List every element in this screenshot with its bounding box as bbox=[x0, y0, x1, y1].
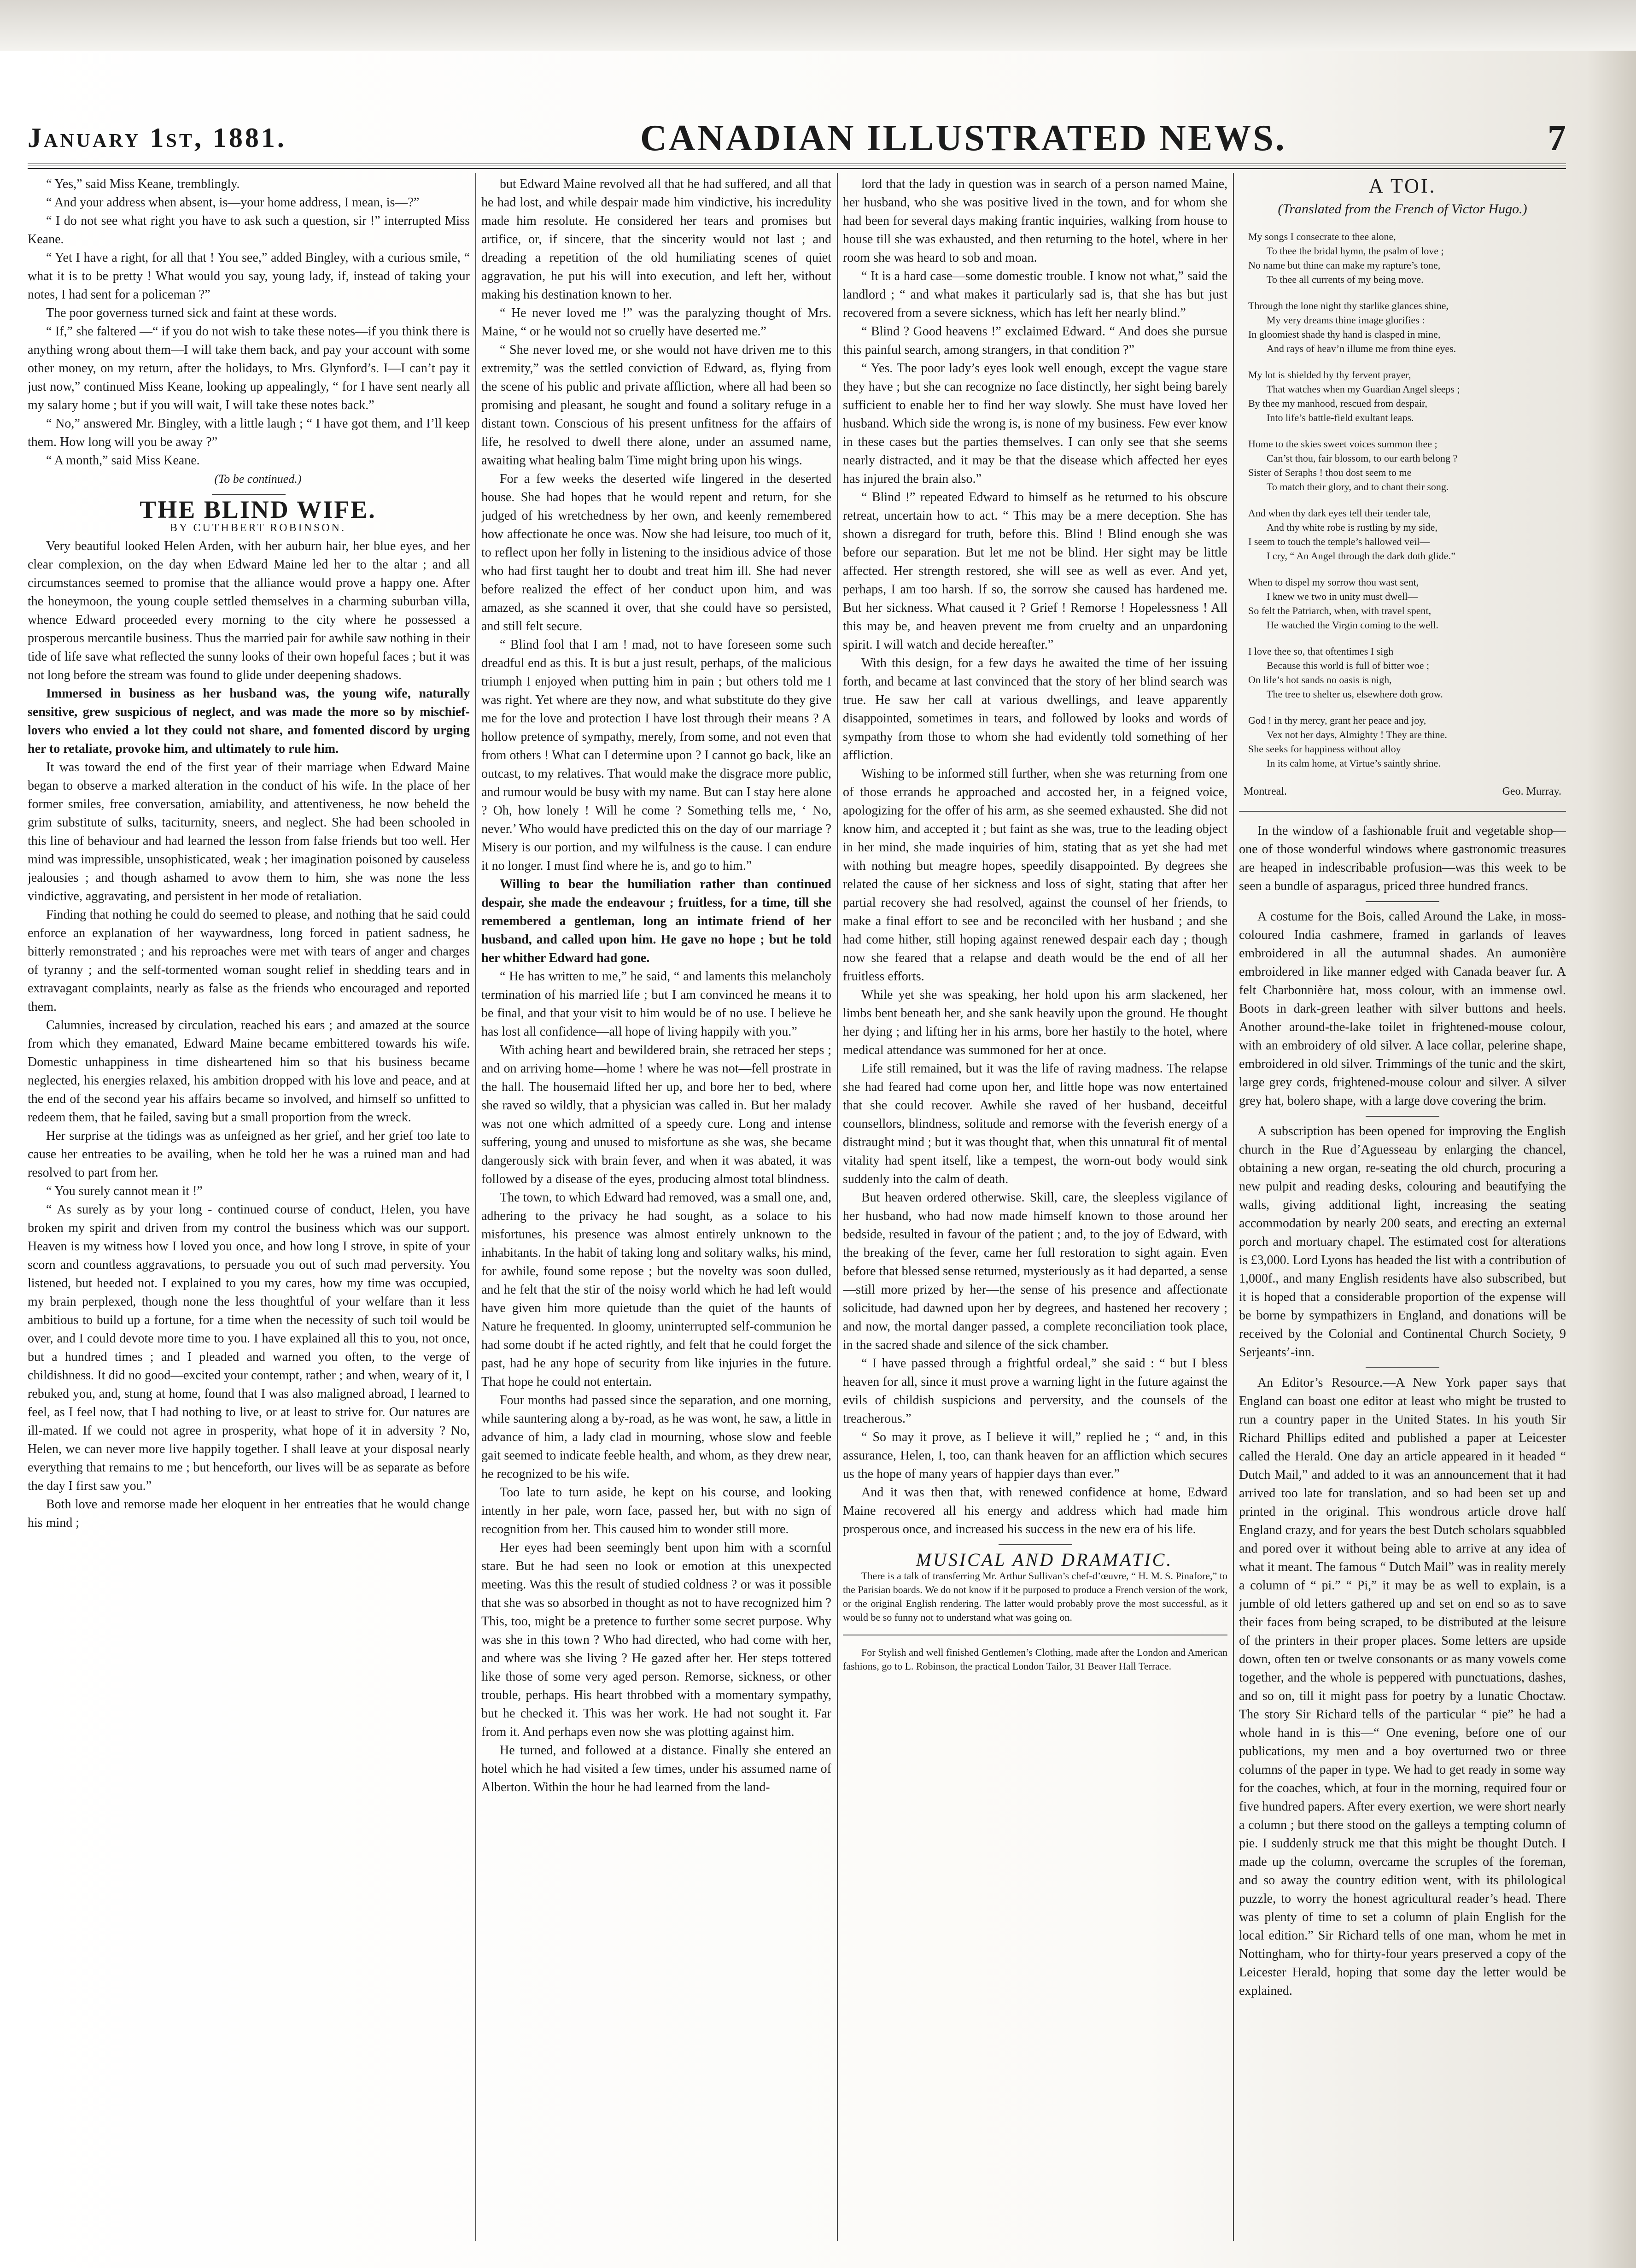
poem-line: I love thee so, that oftentimes I sigh bbox=[1248, 645, 1394, 657]
poem-stanza bbox=[1248, 368, 1566, 425]
paragraph: For a few weeks the deserted wife lingered in the deserted house. She had hopes that he would repent and return, for she judged of his wretchedness by her own, and keenly remembered how affectionate he once was. Now she had leisure, too much of it, to reflect upon her folly in listening to the insidious advice of those who had first taught her to doubt and treat him ill. She had never before realized the effect of her conduct upon him, and was amazed, as she scanned it over, that she could have so persisted, and still felt secure. bbox=[481, 472, 831, 633]
poem-line: And thy white robe is rustling by my side, bbox=[1267, 522, 1437, 533]
paragraph: But heaven ordered otherwise. Skill, care, the sleepless vigilance of her husband, who had now made himself known to those around her bedside, resulted in favour of the patient ; and, to the joy of Edward, with the breaking of the fever, came her full restoration to sight again. Even before that blessed sense returned, mysteriously as it had departed, a sense—still more prized by her—the sense of his presence and affectionate solicitude, had dawned upon her by degrees, and hastened her recovery ; and now, the mortal danger passed, a complete reconciliation took place, in the sacred shade and silence of the sick chamber. bbox=[843, 1190, 1227, 1352]
paragraph: Calumnies, increased by circulation, reached his ears ; and amazed at the source from which they emanated, Edward Maine became embittered towards his wife. Domestic unhappiness in time disheartened him so that his business became neglected, his energies relaxed, his ambition dropped with his love and peace, and at the end of the second year his affairs became so involved, and himself so unfitted to redeem them, that he failed, saving but a small proportion from the wreck. bbox=[28, 1018, 470, 1125]
poem-line: The tree to shelter us, elsewhere doth grow. bbox=[1267, 688, 1443, 700]
poem-line: On life’s hot sands no oasis is nigh, bbox=[1248, 674, 1392, 686]
column-4 bbox=[1239, 175, 1566, 2248]
poem-stanza bbox=[1248, 644, 1566, 701]
masthead bbox=[28, 117, 1566, 159]
story-title: THE BLIND WIFE. bbox=[140, 496, 376, 523]
paragraph: An Editor’s Resource.—A New York paper says that England can boast one editor at least who might be trusted to run a country paper in the United States. In his youth Sir Richard Phillips edited and published a paper at Leicester called the Herald. One day an article appeared in it headed “ Dutch Mail,” and added to it was an announcement that it had arrived too late for translation, and so had been set up and printed in the original. This wondrous article drove half England crazy, and for years the best Dutch scholars squabbled and pored over it without being able to arrive at any idea of what it meant. The famous “ Dutch Mail” was in reality merely a column of “ pi.” “ Pi,” it may be as well to explain, is a jumble of old letters gathered up and set on end so as to save their faces from being scraped, to be distributed at the leisure of the printers in their proper places. Some letters are upside down, often ten or twelve consonants or as many vowels come together, and the whole is peppered with punctuations, dashes, and so on, till it might pass for poetry by a lunatic Choctaw. The story Sir Richard tells of the particular “ pie” he had a whole hand in is this—“ One evening, before one of our publications, my men and a boy overturned two or three columns of the paper in type. We had to get ready in some way for the coaches, which, at four in the morning, required four or five hundred papers. After every exertion, we were short nearly a column ; but there stood on the galleys a tempting column of pie. I suddenly struck me that this might be thought Dutch. I made up the column, overcame the scruples of the foreman, and so away the country edition went, with its philological puzzle, to worry the honest agricultural reader’s head. There was plenty of time to set a column of plain English for the local edition.” Sir Richard tells of one man, whom he met in Nottingham, who for thirty-four years preserved a copy of the Leicester Herald, hoping that some day the letter would be explained. bbox=[1239, 1376, 1566, 1998]
paragraph: “ Yes,” said Miss Keane, tremblingly. bbox=[46, 177, 240, 191]
poem-line: In its calm home, at Virtue’s saintly shrine. bbox=[1267, 757, 1441, 769]
paragraph: The town, to which Edward had removed, was a small one, and, adhering to the privacy he had sought, as a solace to his misfortunes, his presence was almost entirely unknown to the inhabitants. In the habit of taking long and solitary walks, his mind, for awhile, found some repose ; but the novelty was soon dulled, and he felt that the stir of the noisy world which he had left would have given him more quietude than the quiet of the haunts of Nature he frequented. In gloomy, uninterrupted self-communion he had some doubt if he acted rightly, and felt that he could forget the past, had he any hope of security from like injuries in the future. That hope he could not entertain. bbox=[481, 1190, 831, 1389]
paragraph: “ As surely as by your long - continued course of conduct, Helen, you have broken my spirit and driven from my control the business which was our support. Heaven is my witness how I loved you once, and how long I strove, in spite of your scorn and countless aggravations, to persuade you out of such mad perversity. You listened, but heeded not. I explained to you my cares, how my time was occupied, my brain perplexed, though none the less thoughtful of your welfare than it less ambitious to build up a fortune, for a time when the necessity of such toil would be over, and I could devote more time to you. I have explained all this to you, not once, but a hundred times ; and I pleaded and warned you often, to the verge of childishness. It did no good—excited your contempt, rather ; and when, weary of it, I rebuked you, and, stung at home, found that I was also maligned abroad, I learned to feel, as I feel now, that I had nothing to live, or at least to strive for. Our natures are ill-mated. If we could not agree in prosperity, what hope of it in adversity ? No, Helen, we can never more live happily together. I shall leave at your disposal nearly everything that remains to me ; but henceforth, our lives will be as separate as before the day I first saw you.” bbox=[28, 1202, 470, 1493]
poem-line: That watches when my Guardian Angel sleeps ; bbox=[1267, 383, 1460, 395]
paragraph: but Edward Maine revolved all that he had suffered, and all that he had lost, and while despair made him vindictive, his incredulity made him resolute. He considered her tears and promises but artifice, or, if sincere, that the sincerity would not last ; and dreading a repetition of the old humiliating scenes of quiet aggravation, he put his will into execution, and left her, without making his destination known to her. bbox=[481, 177, 831, 302]
poem-stanza bbox=[1248, 299, 1566, 356]
poem-line: Through the lone night thy starlike glances shine, bbox=[1248, 300, 1449, 311]
poem-stanza bbox=[1248, 575, 1566, 632]
poem-line: By thee my manhood, rescued from despair, bbox=[1248, 398, 1427, 409]
byline: BY CUTHBERT ROBINSON. bbox=[170, 522, 346, 534]
paragraph: Too late to turn aside, he kept on his course, and looking intently in her pale, worn face, passed her, but with no sign of recognition from her. This caused him to wonder still more. bbox=[481, 1485, 831, 1536]
poem-line: My lot is shielded by thy fervent prayer, bbox=[1248, 369, 1411, 381]
poem-line: No name but thine can make my rapture’s tone, bbox=[1248, 259, 1441, 271]
column-1 bbox=[28, 175, 470, 2248]
page-top-margin bbox=[0, 0, 1636, 51]
paragraph: The poor governess turned sick and faint at these words. bbox=[46, 306, 337, 320]
paragraph: “ Yet I have a right, for all that ! You see,” added Bingley, with a curious smile, “ what it is to be pretty ! What would you say, young lady, if, instead of taking your notes, I had sent for a policeman ?” bbox=[28, 251, 470, 302]
paragraph: In the window of a fashionable fruit and vegetable shop—one of those wonderful windows where gastronomic treasures are heaped in indescribable profusion—was this week to be seen a bundle of asparagus, priced three hundred francs. bbox=[1239, 824, 1566, 893]
paragraph: “ Yes. The poor lady’s eyes look well enough, except the vague stare they have ; but she can recognize no face distinctly, her sight being barely sufficient to enable her to find her way slowly. She must have loved her husband. Which side the wrong is, is none of my business. Few ever know in these cases but the parties themselves. I can only see that she seems nearly distracted, and it may be that the disease which affected her eyes has injured the brain also.” bbox=[843, 361, 1227, 486]
poem-line: I seem to touch the temple’s hallowed veil— bbox=[1248, 536, 1430, 547]
paragraph: A subscription has been opened for improving the English church in the Rue d’Aguesseau by enlarging the chancel, obtaining a new organ, re-seating the old church, procuring a new pulpit and reading desks, colouring and beautifying the walls, giving additional light, increasing the seating accommodation by nearly 200 seats, and erecting an external porch and mortuary chapel. The estimated cost for alterations is £3,000. Lord Lyons has headed the list with a contribution of 1,000f., and many English residents have also subscribed, but it is hoped that a considerable proportion of the expense will be borne by sympathizers in England, and donations will be received by the Colonial and Continental Church Society, 9 Serjeants’-inn. bbox=[1239, 1124, 1566, 1360]
section-heading: MUSICAL AND DRAMATIC. bbox=[916, 1549, 1173, 1570]
column-2 bbox=[481, 175, 831, 2248]
divider bbox=[1366, 1116, 1439, 1117]
poem-line: To match their glory, and to chant their song. bbox=[1267, 481, 1449, 492]
paragraph: “ It is a hard case—some domestic trouble. I know not what,” said the landlord ; “ and what makes it particularly sad is, that she has but just recovered from a severe sickness, which has left her nearly blind.” bbox=[843, 269, 1227, 320]
poem-line: So felt the Patriarch, when, with travel spent, bbox=[1248, 605, 1432, 616]
divider bbox=[1239, 811, 1566, 812]
poem-line: Vex not her days, Almighty ! They are thine. bbox=[1267, 729, 1447, 740]
signature-author: Geo. Murray. bbox=[1502, 785, 1561, 797]
poem-stanza bbox=[1248, 229, 1566, 287]
paragraph: “ So may it prove, as I believe it will,” replied he ; “ and, in this assurance, Helen, I, too, can thank heaven for an affliction which secures us the hope of many years of happier days than ever.” bbox=[843, 1430, 1227, 1481]
column-divider bbox=[475, 173, 476, 2241]
paragraph: With this design, for a few days he awaited the time of her issuing forth, and became at last convinced that the story of her blind search was true. He saw her call at various dwellings, and leave apparently disappointed, sometimes in tears, and followed by looks and words of sympathy from those to whom she had evidently told something of her affliction. bbox=[843, 656, 1227, 762]
column-divider bbox=[1233, 173, 1234, 2241]
advertisement: For Stylish and well finished Gentlemen’s Clothing, made after the London and American fashions, go to L. Robinson, the practical London Tailor, 31 Beaver Hall Terrace. bbox=[843, 1647, 1227, 1672]
paragraph: Life still remained, but it was the life of raving madness. The relapse she had feared had come upon her, and little hope was now entertained that she could recover. Awhile she raved of her husband, deceitful counsellors, blindness, solitude and remorse with the feverish energy of a distraught mind ; but it was thought that, when this unnatural fit of mental vitality had spent itself, like a tempest, the worn-out body would sink suddenly into the calm of death. bbox=[843, 1061, 1227, 1186]
paragraph: It was toward the end of the first year of their marriage when Edward Maine began to observe a marked alteration in the conduct of his wife. In the place of her former smiles, free conversation, amiability, and attentiveness, he now beheld the grim substitute of sulks, taciturnity, sneers, and neglect. She had been schooled in this line of behaviour and had learned the lesson from false friends but too well. Her mind was impressible, unsophisticated, weak ; her imagination poisoned by causeless jealousies ; and though ashamed to avow them to him, she was none the less vindictive, aggravating, and persistent in her mode of retaliation. bbox=[28, 760, 470, 903]
paragraph: Wishing to be informed still further, when she was returning from one of those errands he approached and accosted her, in a feigned voice, apologizing for the offer of his arm, as she seemed exhausted. She did not know him, and accepted it ; but faint as she was, true to the leading object in her mind, she made inquiries of him, stating that as yet she had met with nothing but meagre hopes, speedily disappointed. By degrees she related the cause of her sickness and loss of sight, stating that after her partial recovery she had resolved, against the counsel of her friends, to make a final effort to see and be reconciled with her husband ; and she had come hither, still hoping against renewed despair each day ; though now she feared that a relapse and death would be the end of all her fruitless efforts. bbox=[843, 767, 1227, 984]
poem-title: A TOI. bbox=[1368, 175, 1437, 197]
to-be-continued: (To be continued.) bbox=[214, 472, 302, 486]
paragraph: “ And your address when absent, is—your home address, I mean, is—?” bbox=[46, 195, 420, 210]
paragraph: Four months had passed since the separation, and one morning, while sauntering along a by-road, as he was wont, he saw, a little in advance of him, a lady clad in mourning, whose slow and feeble gait seemed to indicate feeble health, and whom, as they drew near, he recognized to be his wife. bbox=[481, 1393, 831, 1481]
divider bbox=[1366, 901, 1439, 902]
poem-line: In gloomiest shade thy hand is clasped in mine, bbox=[1248, 328, 1441, 340]
poem-stanza bbox=[1248, 437, 1566, 494]
paragraph: He turned, and followed at a distance. Finally she entered an hotel which he had visited a few times, under his assumed name of Alberton. Within the hour he had learned from the land- bbox=[481, 1743, 831, 1794]
poem-line: To thee all currents of my being move. bbox=[1267, 274, 1424, 285]
paragraph: “ Blind ? Good heavens !” exclaimed Edward. “ And does she pursue this painful search, among strangers, in that condition ?” bbox=[843, 324, 1227, 357]
paragraph: “ He never loved me !” was the paralyzing thought of Mrs. Maine, “ or he would not so cruelly have deserted me.” bbox=[481, 306, 831, 339]
poem-line: My very dreams thine image glorifies : bbox=[1267, 314, 1425, 326]
poem-line: Because this world is full of bitter woe ; bbox=[1267, 660, 1430, 671]
column-3 bbox=[843, 175, 1227, 2248]
paragraph-bold: Immersed in business as her husband was, the young wife, naturally sensitive, grew suspicious of neglect, and was made the more so by mischief-lovers who envied a lot they could not share, and fomented discord by urging her to retaliate, provoke him, and ultimately to rule him. bbox=[28, 686, 470, 756]
paragraph: While yet she was speaking, her hold upon his arm slackened, her limbs bent beneath her, and she sank heavily upon the ground. He thought her dying ; and lifting her in his arms, bore her hastily to the hotel, where medical attendance was summoned for her at once. bbox=[843, 988, 1227, 1057]
paragraph: “ Blind fool that I am ! mad, not to have foreseen some such dreadful end as this. It is but a just result, perhaps, of the malicious triumph I enjoyed when putting him in pain ; but others told me I was right. Yet where are they now, and what substitute do they give me for the love and protection I have lost through their means ? A hollow pretence of sympathy, merely, from some, and not even that from others ! What can I determine upon ? I cannot go back, like an outcast, to my relatives. That would make the disgrace more public, and rumour would be busy with my name. But can I stay here alone ? Oh, how lonely ! Will he come ? Something tells me, ‘ No, never.’ Who would have predicted this on the day of our marriage ? Misery is our portion, and my wilfulness is the cause. I can endure it no longer. I must find where he is, and go to him.” bbox=[481, 638, 831, 873]
divider bbox=[1366, 1367, 1439, 1368]
paragraph: With aching heart and bewildered brain, she retraced her steps ; and on arriving home—home ! where he was not—fell prostrate in the hall. The housemaid lifted her up, and bore her to bed, where she raved so wildly, that a physician was called in. But her malady was not one which admitted of a speedy cure. Long and intense suffering, young and unused to misfortune as she was, she became dangerously sick with brain fever, and when it was abated, it was followed by a disease of the eyes, producing almost total blindness. bbox=[481, 1043, 831, 1186]
paragraph: Both love and remorse made her eloquent in her entreaties that he would change his mind ; bbox=[28, 1497, 470, 1530]
poem-line: To thee the bridal hymn, the psalm of love ; bbox=[1267, 245, 1444, 257]
paragraph: “ I do not see what right you have to ask such a question, sir !” interrupted Miss Keane. bbox=[28, 214, 470, 246]
poem-stanza bbox=[1248, 713, 1566, 770]
paragraph: And it was then that, with renewed confidence at home, Edward Maine recovered all his energy and address which had made him prosperous once, and increased his success in the new era of his life. bbox=[843, 1485, 1227, 1536]
issue-date: January 1st, 1881. bbox=[28, 123, 286, 153]
poem-line: I cry, “ An Angel through the dark doth glide.” bbox=[1267, 550, 1455, 562]
paragraph: Her surprise at the tidings was as unfeigned as her grief, and her grief too late to cause her entreaties to be availing, when he told her he was a ruined man and had resolved to part from her. bbox=[28, 1129, 470, 1180]
paragraph: “ No,” answered Mr. Bingley, with a little laugh ; “ I have got them, and I’ll keep them. How long will you be away ?” bbox=[28, 416, 470, 449]
paragraph: Very beautiful looked Helen Arden, with her auburn hair, her blue eyes, and her clear complexion, on the day when Edward Maine led her to the altar ; and all circumstances seemed to promise that the alliance would prove a happy one. After the honeymoon, the young couple settled themselves in a charming suburban villa, whence Edward proceeded every morning to the city where he possessed a prosperous mercantile business. Thus the married pair for awhile saw nothing in their tide of life save what reflected the sunny looks of their own hopeful faces ; but it was not long before the stream was found to glide under deepening shadows. bbox=[28, 539, 470, 682]
newspaper-title: CANADIAN ILLUSTRATED NEWS. bbox=[640, 118, 1286, 158]
poem-line: My songs I consecrate to thee alone, bbox=[1248, 231, 1396, 242]
poem-line: When to dispel my sorrow thou wast sent, bbox=[1248, 576, 1419, 588]
paragraph: “ She never loved me, or she would not have driven me to this extremity,” was the settled conviction of Edward, as, flying from the scene of his public and private affliction, where all had been so promising and pleasant, he sought and found a solitary refuge in a distant town. Conscious of his present unfitness for the affairs of life, he resolved to dwell there alone, under an assumed name, awaiting what healing balm Time might bring upon his wings. bbox=[481, 343, 831, 468]
poem-line: And rays of heav’n illume me from thine eyes. bbox=[1267, 343, 1456, 354]
poem-line: I knew we two in unity must dwell— bbox=[1267, 591, 1418, 602]
column-divider bbox=[837, 173, 838, 2241]
paragraph: A costume for the Bois, called Around the Lake, in moss-coloured India cashmere, framed in garlands of leaves embroidered in all the autumnal shades. An aumonière embroidered in like manner edged with Canada beaver fur. A felt Charbonnière hat, moss colour, with an immense owl. Boots in dark-green leather with silver buttons and heels. Another around-the-lake toilet in frightened-mouse colour, with an embroidery of old silver. A lace collar, pelerine shape, embroidered in old silver. Trimmings of the tunic and the skirt, large grey cords, frightened-mouse colour and silver. A silver grey hat, bolero shape, with a large dove covering the brim. bbox=[1239, 909, 1566, 1108]
paragraph: Finding that nothing he could do seemed to please, and nothing that he said could enforce an explanation of her waywardness, long forced in patient sadness, he bitterly remonstrated ; and his reproaches were met with tears of anger and charges of tyranny ; and the self-tormented woman sought relief in shedding tears and in extravagant complaints, nearly as false as the friends who encouraged and reported them. bbox=[28, 908, 470, 1014]
poem-line: Sister of Seraphs ! thou dost seem to me bbox=[1248, 467, 1412, 478]
poem-line: She seeks for happiness without alloy bbox=[1248, 743, 1401, 755]
signature-place: Montreal. bbox=[1244, 785, 1287, 797]
paragraph: lord that the lady in question was in search of a person named Maine, her husband, who she was positive lived in the town, and for whom she had been for several days making frantic inquiries, walking from house to house till she was exhausted, and then returning to the hotel, where in her room she was heard to sob and moan. bbox=[843, 177, 1227, 265]
poem-line: Into life’s battle-field exultant leaps. bbox=[1267, 412, 1414, 423]
divider bbox=[999, 1544, 1072, 1545]
paragraph: There is a talk of transferring Mr. Arthur Sullivan’s chef-d’œuvre, “ H. M. S. Pinafore,” to the Parisian boards. We do not know if it be purposed to produce a French version of the work, or the original English rendering. The latter would probably prove the most successful, as it would be so funny not to understand what was going on. bbox=[843, 1570, 1227, 1623]
poem-signature bbox=[1244, 782, 1561, 801]
masthead-rule bbox=[28, 164, 1566, 169]
poem-subtitle: (Translated from the French of Victor Hugo.) bbox=[1278, 201, 1527, 217]
page-number: 7 bbox=[1548, 118, 1566, 158]
paragraph: “ I have passed through a frightful ordeal,” she said : “ but I bless heaven for all, since it must prove a warning light in the future against the evils of childish suspicions and perversity, and the counsels of the treacherous.” bbox=[843, 1356, 1227, 1426]
poem-line: He watched the Virgin coming to the well. bbox=[1267, 619, 1439, 631]
poem-line: Home to the skies sweet voices summon thee ; bbox=[1248, 438, 1437, 450]
paragraph: “ Blind !” repeated Edward to himself as he returned to his obscure retreat, uncertain how to act. “ This may be a mere deception. She has shown a disregard for truth, before this. Blind ! Blind enough she was before our separation. But let me not be blind. Her sight may be little affected. Her strength restored, she will see as well as ever. And yet, perhaps, I am too harsh. If so, the sorrow she caused has hardened me. But her sickness. What caused it ? Grief ! Remorse ! Hopelessness ! All this may be, and heaven prevent me from cruelty and an unpardoning spirit. I will watch and decide hereafter.” bbox=[843, 490, 1227, 652]
paragraph-bold: Willing to bear the humiliation rather than continued despair, she made the endeavour ; fruitless, for a time, till she remembered a gentleman, long an intimate friend of her husband, and called upon him. He gave no hope ; but he told her whither Edward had gone. bbox=[481, 877, 831, 965]
poem-line: And when thy dark eyes tell their tender tale, bbox=[1248, 507, 1431, 519]
poem-line: Can’st thou, fair blossom, to our earth belong ? bbox=[1267, 452, 1458, 464]
divider bbox=[212, 494, 286, 495]
paragraph: “ You surely cannot mean it !” bbox=[46, 1184, 203, 1198]
poem-line: God ! in thy mercy, grant her peace and joy, bbox=[1248, 715, 1426, 726]
paragraph: “ A month,” said Miss Keane. bbox=[46, 453, 200, 468]
poem-stanza bbox=[1248, 506, 1566, 563]
paragraph: “ If,” she faltered —“ if you do not wish to take these notes—if you think there is anything wrong about them—I will take them back, and pay your account with some other money, on my return, after the holidays, to Mrs. Glynford’s. I—I can’t pay it just now,” continued Miss Keane, looking up appealingly, “ for I have sent nearly all my salary home ; but if you will wait, I will take these notes back.” bbox=[28, 324, 470, 412]
paragraph: “ He has written to me,” he said, “ and laments this melancholy termination of his married life ; but I am convinced he means it to be final, and that your visit to him would be of no use. I believe he has lost all confidence—all hope of living happily with you.” bbox=[481, 969, 831, 1039]
paragraph: Her eyes had been seemingly bent upon him with a scornful stare. But he had seen no look or emotion at this unexpected meeting. Was this the result of studied coldness ? or was it possible that she was so absorbed in thought as not to have recognized him ? This, too, might be a pretence to further some secret purpose. Why was she in this town ? Who had directed, who had come with her, and where was she living ? He gazed after her. Her steps tottered like those of some very aged person. Remorse, sickness, or other trouble, perhaps. His heart throbbed with a momentary sympathy, but he checked it. This was her work. He had not sought it. Far from it. And perhaps even now she was plotting against him. bbox=[481, 1541, 831, 1739]
